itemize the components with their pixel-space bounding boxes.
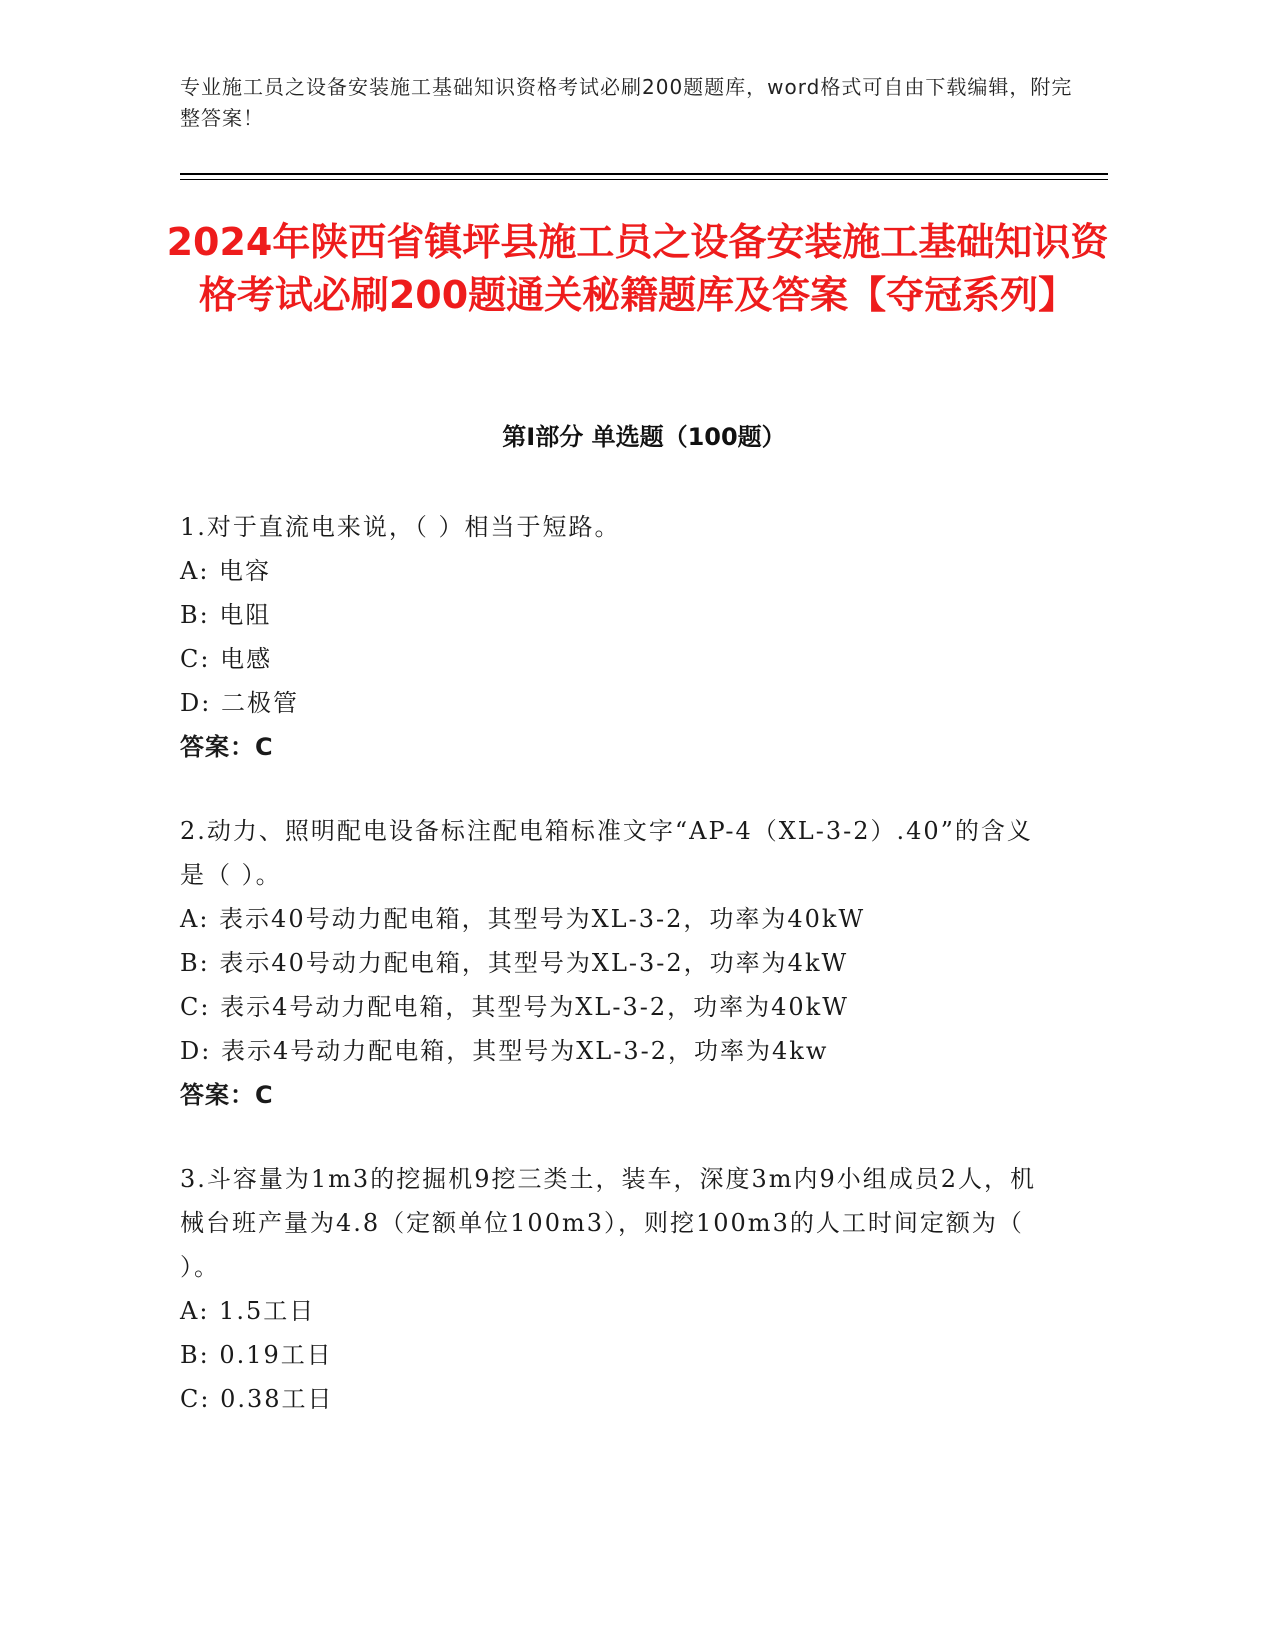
question-3 (180, 1157, 1040, 1421)
header-divider-thin (180, 179, 1108, 180)
option-b: B: 0.19工日 (180, 1341, 333, 1369)
option-b: B: 表示40号动力配电箱，其型号为XL-3-2，功率为4kW (180, 949, 849, 977)
option-c: C: 电感 (180, 645, 273, 673)
option-d: D: 二极管 (180, 689, 299, 717)
document-title: 2024年陕西省镇坪县施工员之设备安装施工基础知识资格考试必刷200题通关秘籍题库及答案【夺冠系列】 (166, 220, 1109, 317)
option-b: B: 电阻 (180, 601, 272, 629)
option-a: A: 电容 (180, 557, 272, 585)
option-c: C: 表示4号动力配电箱，其型号为XL-3-2，功率为40kW (180, 993, 849, 1021)
question-list (180, 505, 1040, 1461)
question-2 (180, 809, 1040, 1117)
question-stem: 1.对于直流电来说，（ ）相当于短路。 (180, 513, 621, 541)
header-divider-thick (180, 173, 1108, 175)
option-c: C: 0.38工日 (180, 1385, 334, 1413)
question-stem: 2.动力、照明配电设备标注配电箱标准文字“AP-4（XL-3-2）.40”的含义是（ ）。 (180, 817, 1033, 889)
option-a: A: 1.5工日 (180, 1297, 316, 1325)
answer: 答案：C (180, 733, 274, 761)
question-stem: 3.斗容量为1m3的挖掘机9挖三类土，装车，深度3m内9小组成员2人，机械台班产量为4.8（定额单位100m3），则挖100m3的人工时间定额为（ ）。 (180, 1165, 1037, 1281)
header-note: 专业施工员之设备安装施工基础知识资格考试必刷200题题库，word格式可自由下载编辑，附完整答案！ (180, 75, 1073, 130)
question-1 (180, 505, 1040, 769)
option-a: A: 表示40号动力配电箱，其型号为XL-3-2，功率为40kW (180, 905, 866, 933)
option-d: D: 表示4号动力配电箱，其型号为XL-3-2，功率为4kw (180, 1037, 829, 1065)
section-title: 第Ⅰ部分 单选题（100题） (502, 423, 786, 451)
answer: 答案：C (180, 1081, 274, 1109)
